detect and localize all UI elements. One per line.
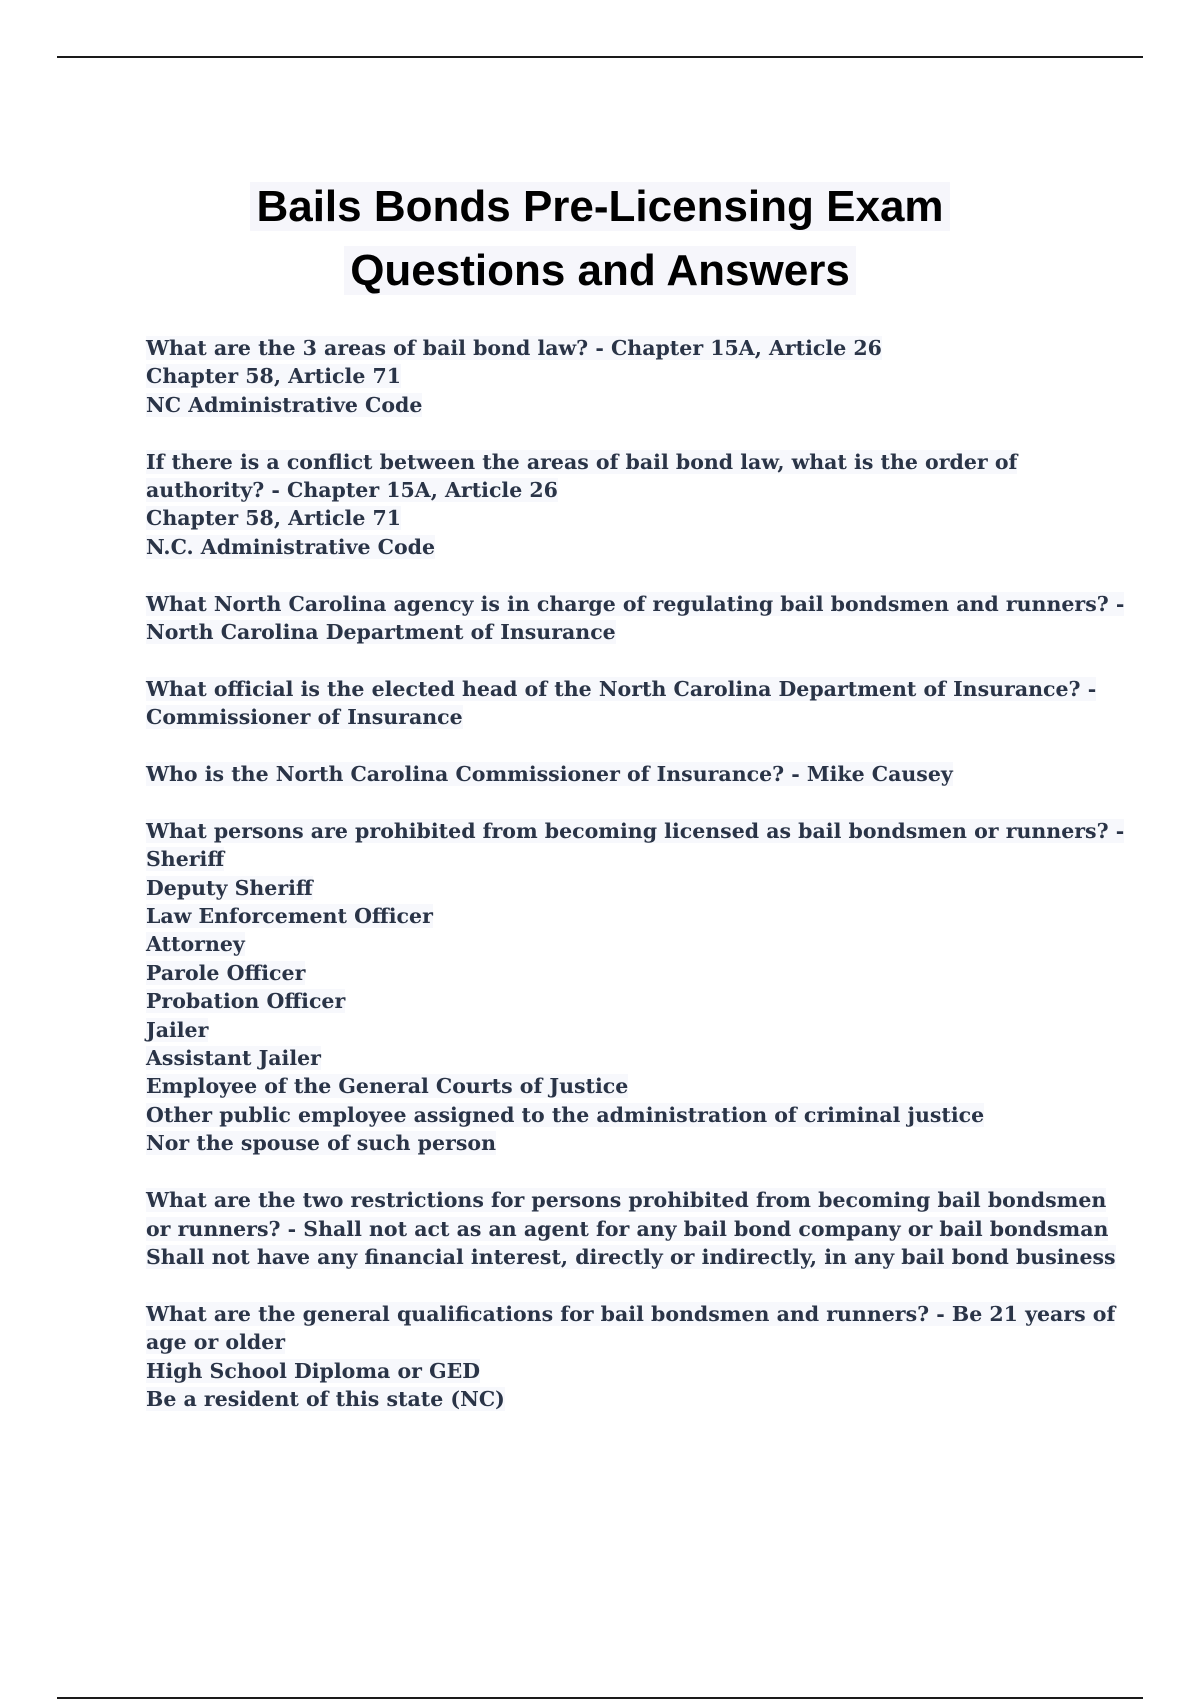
- qa-line-text: age or older: [146, 1330, 286, 1355]
- qa-line: [146, 1328, 1096, 1356]
- qa-line-text: Probation Officer: [146, 989, 346, 1014]
- qa-line: [146, 1072, 1096, 1100]
- qa-line: [146, 504, 1096, 532]
- qa-item: [146, 590, 1125, 647]
- qa-item: [146, 1186, 1116, 1271]
- top-rule: [57, 56, 1143, 58]
- qa-line-text: Employee of the General Courts of Justice: [146, 1074, 629, 1099]
- title-line-2: Questions and Answers: [344, 246, 856, 295]
- qa-line: [146, 590, 1125, 618]
- qa-line: [146, 817, 1125, 845]
- bottom-rule: [57, 1697, 1143, 1699]
- qa-line-text: or runners? - Shall not act as an agent for any bail bond company or bail bondsman: [146, 1216, 1109, 1241]
- qa-line: [146, 533, 1096, 561]
- qa-line-text: N.C. Administrative Code: [146, 534, 436, 559]
- qa-line-text: authority? - Chapter 15A, Article 26: [146, 478, 558, 503]
- qa-line-text: Parole Officer: [146, 960, 306, 985]
- qa-line-text: Chapter 58, Article 71: [146, 364, 402, 389]
- qa-line: [146, 1385, 1096, 1413]
- qa-line-text: Law Enforcement Officer: [146, 904, 433, 929]
- qa-line: [146, 476, 1096, 504]
- qa-line-text: Sheriff: [146, 847, 225, 872]
- qa-line-text: Chapter 58, Article 71: [146, 506, 402, 531]
- qa-line-text: What are the 3 areas of bail bond law? - Chapter 15A, Article 26: [146, 336, 882, 360]
- qa-line-text: Other public employee assigned to the administration of criminal justice: [146, 1102, 985, 1127]
- qa-list: [146, 334, 1125, 1442]
- qa-line: [146, 1129, 1096, 1157]
- qa-line: [146, 930, 1096, 958]
- qa-item: [146, 675, 1096, 732]
- qa-line: [146, 1357, 1096, 1385]
- qa-line: [146, 902, 1096, 930]
- qa-line: [146, 959, 1096, 987]
- qa-line-text: Commissioner of Insurance: [146, 705, 463, 730]
- qa-line-text: NC Administrative Code: [146, 392, 423, 417]
- qa-line: [146, 703, 1096, 731]
- qa-line: [146, 1243, 1116, 1271]
- qa-line-text: Jailer: [146, 1017, 209, 1042]
- qa-item: [146, 334, 1096, 419]
- qa-line: [146, 1300, 1116, 1328]
- document-title: [0, 175, 1200, 303]
- qa-line: [146, 1101, 1096, 1129]
- qa-line-text: High School Diploma or GED: [146, 1358, 480, 1383]
- qa-line-text: What persons are prohibited from becoming licensed as bail bondsmen or runners? -: [146, 818, 1125, 843]
- qa-line: [146, 675, 1096, 703]
- qa-line-text: Nor the spouse of such person: [146, 1131, 496, 1156]
- qa-line-text: What North Carolina agency is in charge of regulating bail bondsmen and runners? -: [146, 591, 1125, 616]
- qa-line-text: Be a resident of this state (NC): [146, 1386, 505, 1411]
- qa-line: [146, 334, 1096, 362]
- qa-line-text: Deputy Sheriff: [146, 875, 313, 900]
- qa-line: [146, 1215, 1109, 1243]
- qa-line: [146, 1016, 1096, 1044]
- qa-line: [146, 1186, 1107, 1214]
- qa-line: [146, 987, 1096, 1015]
- qa-line-text: What are the two restrictions for persons prohibited from becoming bail bondsmen: [146, 1188, 1107, 1213]
- qa-line-text: What are the general qualifications for bail bondsmen and runners? - Be 21 years of: [146, 1301, 1116, 1326]
- qa-line: [146, 391, 1096, 419]
- qa-line: [146, 618, 1096, 646]
- qa-line-text: Assistant Jailer: [146, 1046, 321, 1071]
- qa-line-text: Attorney: [146, 932, 245, 957]
- qa-item: [146, 1300, 1116, 1414]
- qa-line: [146, 448, 1096, 476]
- qa-item: [146, 448, 1096, 562]
- qa-line-text: Shall not have any financial interest, directly or indirectly, in any bail bond business: [146, 1244, 1116, 1269]
- qa-line: [146, 874, 1096, 902]
- qa-line: [146, 760, 1096, 788]
- qa-item: [146, 817, 1125, 1158]
- qa-line: [146, 362, 1096, 390]
- qa-line-text: What official is the elected head of the North Carolina Department of Insurance? -: [146, 676, 1097, 701]
- qa-line: [146, 845, 1096, 873]
- qa-line-text: Who is the North Carolina Commissioner of Insurance? - Mike Causey: [146, 762, 953, 787]
- qa-line: [146, 1044, 1096, 1072]
- title-line-1: Bails Bonds Pre-Licensing Exam: [250, 182, 949, 231]
- qa-line-text: North Carolina Department of Insurance: [146, 620, 616, 645]
- qa-line-text: If there is a conflict between the areas of bail bond law, what is the order of: [146, 449, 1018, 474]
- qa-item: [146, 760, 1096, 788]
